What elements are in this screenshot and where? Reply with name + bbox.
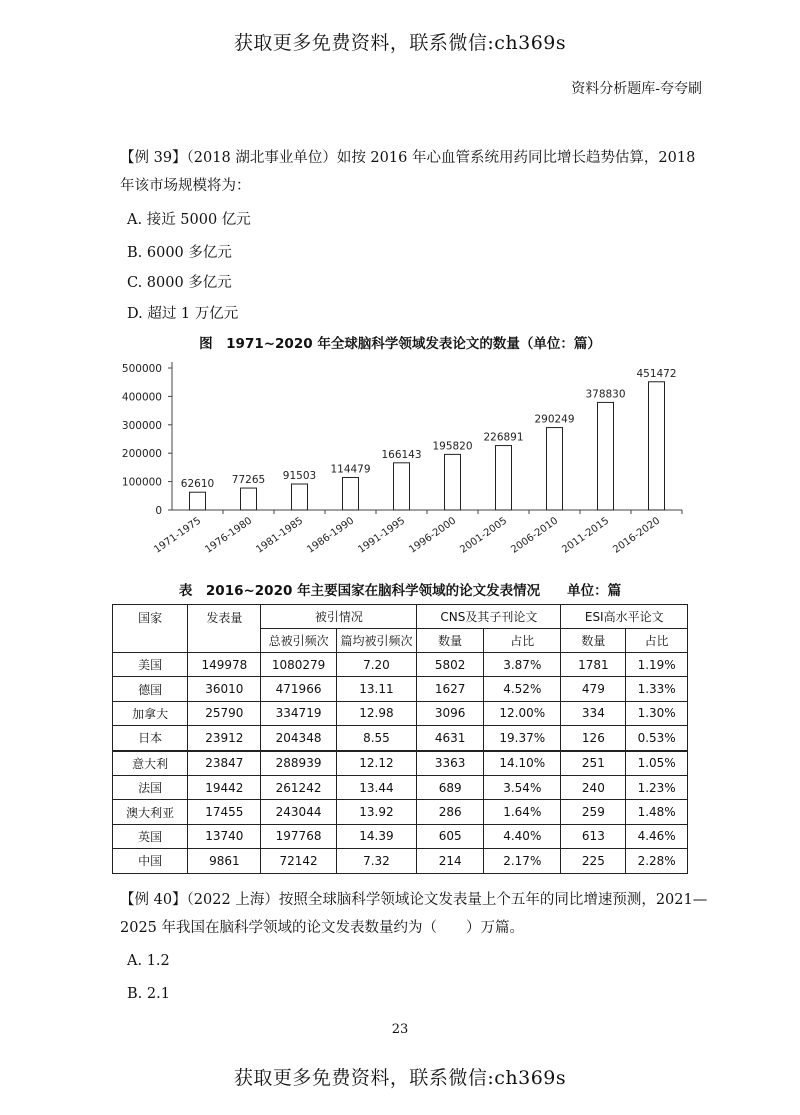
bar [598,402,614,510]
cell-cns-count: 5802 [417,653,484,677]
cell-esi-count: 479 [561,677,626,701]
cell-avg-citations: 7.32 [336,849,417,873]
cell-total-citations: 471966 [261,677,336,701]
bar [292,484,308,510]
bar [394,463,410,510]
x-tick-label: 1971-1975 [152,515,204,556]
cell-esi-count: 126 [561,726,626,751]
table-title: 表 2016~2020 年主要国家在脑科学领域的论文发表情况 单位：篇 [178,583,622,599]
x-tick-label: 2016-2020 [611,515,663,556]
cell-total-citations: 334719 [261,701,336,725]
cell-country: 法国 [113,775,188,799]
x-tick-label: 1986-1990 [305,515,357,556]
bar [649,382,665,510]
y-tick-label: 400000 [121,391,162,404]
cell-esi-count: 1781 [561,653,626,677]
cell-total-citations: 1080279 [261,653,336,677]
data-label: 114479 [330,463,371,476]
option-a: A. 接近 5000 亿元 [127,212,251,228]
data-label: 451472 [636,367,677,380]
cell-cns-share: 19.37% [484,726,561,751]
cell-cns-count: 214 [417,849,484,873]
data-label: 195820 [432,440,473,453]
cell-count: 13740 [188,824,261,848]
table-body [113,653,688,874]
x-tick-label: 2011-2015 [560,515,612,556]
bar-chart [110,354,690,566]
data-label: 226891 [483,431,524,444]
data-label: 62610 [180,478,215,491]
option-40-b: B. 2.1 [127,986,170,1002]
table-row [113,677,688,701]
cell-count: 149978 [188,653,261,677]
cell-country: 澳大利亚 [113,800,188,824]
cell-country: 英国 [113,824,188,848]
cell-esi-share: 1.19% [626,653,688,677]
x-tick-label: 1991-1995 [356,515,408,556]
cell-cns-count: 286 [417,800,484,824]
watermark-bottom: 获取更多免费资料，联系微信:ch369s [233,1067,567,1089]
table-row [113,800,688,824]
cell-country: 美国 [113,653,188,677]
cell-avg-citations: 12.12 [336,751,417,776]
cell-country: 中国 [113,849,188,873]
cell-esi-share: 1.05% [626,751,688,776]
cell-country: 德国 [113,677,188,701]
cell-cns-share: 12.00% [484,701,561,725]
cell-esi-share: 1.23% [626,775,688,799]
cell-count: 19442 [188,775,261,799]
cell-total-citations: 72142 [261,849,336,873]
cell-cns-count: 3096 [417,701,484,725]
x-tick-label: 1996-2000 [407,515,459,556]
question-40-text: 【例 40】（2022 上海）按照全球脑科学领域论文发表量上个五年的同比增速预测，2021—2025 年我国在脑科学领域的论文发表数量约为（ ）万篇。 [120,892,708,936]
data-label: 77265 [231,474,266,487]
cell-esi-share: 1.33% [626,677,688,701]
bar [343,477,359,510]
option-c: C. 8000 多亿元 [127,275,232,291]
cell-cns-share: 4.40% [484,824,561,848]
data-label: 290249 [534,413,575,426]
cell-avg-citations: 8.55 [336,726,417,751]
cell-cns-count: 4631 [417,726,484,751]
option-b: B. 6000 多亿元 [127,245,232,261]
cell-esi-count: 259 [561,800,626,824]
cell-count: 36010 [188,677,261,701]
cell-esi-count: 225 [561,849,626,873]
header-cns: CNS及其子刊论文 [417,605,561,629]
table-row [113,775,688,799]
cell-total-citations: 204348 [261,726,336,751]
question-39-text: 【例 39】（2018 湖北事业单位）如按 2016 年心血管系统用药同比增长趋势估算，2018 年该市场规模将为： [120,150,696,194]
cell-country: 日本 [113,726,188,751]
table-row [113,824,688,848]
y-tick-label: 300000 [121,419,162,432]
cell-avg-citations: 14.39 [336,824,417,848]
header-avg-citations: 篇均被引频次 [336,629,417,653]
bar [241,488,257,510]
option-d: D. 超过 1 万亿元 [127,306,239,322]
x-tick-label: 2001-2005 [458,515,510,556]
cell-esi-share: 2.28% [626,849,688,873]
cell-count: 23847 [188,751,261,776]
cell-esi-share: 4.46% [626,824,688,848]
header-esi-share: 占比 [626,629,688,653]
cell-esi-share: 1.48% [626,800,688,824]
cell-esi-count: 251 [561,751,626,776]
cell-cns-share: 1.64% [484,800,561,824]
header-count: 发表量 [188,605,261,653]
data-label: 91503 [282,470,317,483]
cell-avg-citations: 13.44 [336,775,417,799]
header-label: 资料分析题库-夸夸刷 [571,81,702,97]
header-esi: ESI高水平论文 [561,605,688,629]
option-40-a: A. 1.2 [127,953,170,969]
cell-esi-count: 334 [561,701,626,725]
header-cns-share: 占比 [484,629,561,653]
cell-count: 23912 [188,726,261,751]
cell-esi-share: 1.30% [626,701,688,725]
cell-cns-share: 4.52% [484,677,561,701]
chart-title: 图 1971~2020 年全球脑科学领域发表论文的数量（单位：篇） [199,336,601,352]
cell-cns-share: 14.10% [484,751,561,776]
cell-total-citations: 261242 [261,775,336,799]
cell-count: 17455 [188,800,261,824]
cell-avg-citations: 7.20 [336,653,417,677]
cell-total-citations: 243044 [261,800,336,824]
cell-cns-count: 3363 [417,751,484,776]
cell-avg-citations: 13.92 [336,800,417,824]
data-label: 378830 [585,388,626,401]
cell-total-citations: 288939 [261,751,336,776]
cell-cns-share: 3.54% [484,775,561,799]
x-tick-label: 1976-1980 [203,515,255,556]
table-row [113,701,688,725]
table-row [113,726,688,751]
cell-country: 意大利 [113,751,188,776]
watermark-top: 获取更多免费资料，联系微信:ch369s [233,32,567,54]
y-tick-label: 100000 [121,476,162,489]
x-tick-label: 1981-1985 [254,515,306,556]
cell-esi-count: 613 [561,824,626,848]
table-row [113,751,688,776]
bar [496,446,512,510]
cell-count: 9861 [188,849,261,873]
header-esi-count: 数量 [561,629,626,653]
cell-cns-count: 689 [417,775,484,799]
paper-stats-table [112,604,688,874]
bar [190,492,206,510]
cell-avg-citations: 13.11 [336,677,417,701]
y-tick-label: 200000 [121,448,162,461]
cell-cns-count: 1627 [417,677,484,701]
header-cns-count: 数量 [417,629,484,653]
header-country: 国家 [113,605,188,653]
bar [547,428,563,510]
cell-total-citations: 197768 [261,824,336,848]
cell-esi-count: 240 [561,775,626,799]
cell-cns-count: 605 [417,824,484,848]
table-row [113,849,688,873]
page-number: 23 [391,1022,409,1037]
bar [445,454,461,510]
cell-country: 加拿大 [113,701,188,725]
y-tick-label: 500000 [121,363,162,375]
cell-avg-citations: 12.98 [336,701,417,725]
cell-esi-share: 0.53% [626,726,688,751]
header-citations: 被引情况 [261,605,417,629]
table-row [113,653,688,677]
data-label: 166143 [381,448,422,461]
cell-cns-share: 3.87% [484,653,561,677]
x-tick-label: 2006-2010 [509,515,561,556]
header-total-citations: 总被引频次 [261,629,336,653]
cell-cns-share: 2.17% [484,849,561,873]
cell-count: 25790 [188,701,261,725]
y-tick-label: 0 [155,505,162,517]
table-header-row-1 [113,605,688,629]
